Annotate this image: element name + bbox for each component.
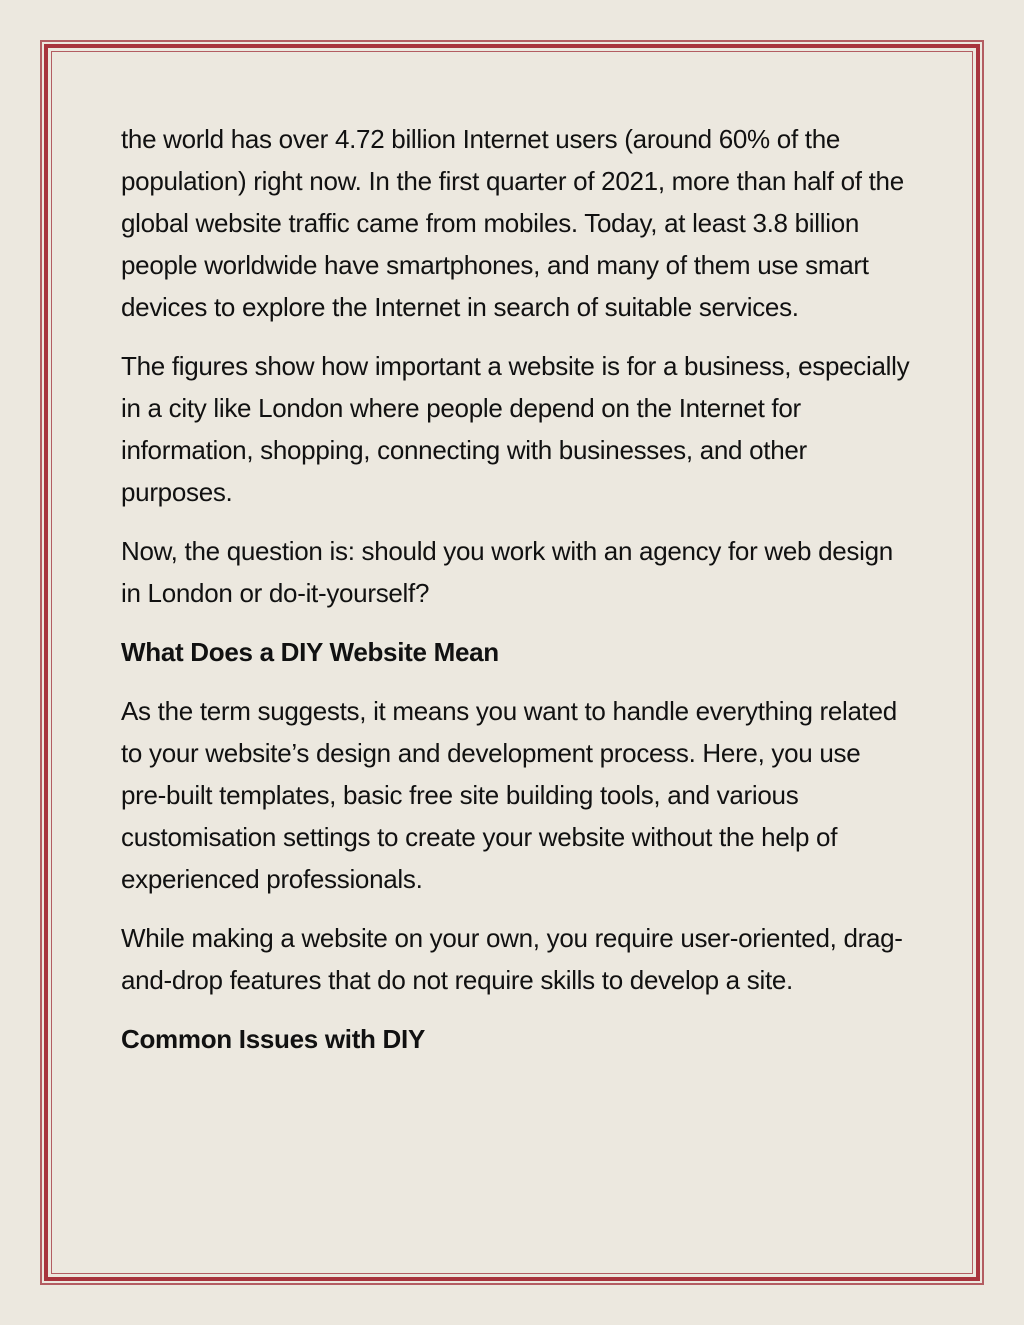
- paragraph-agency-question: Now, the question is: should you work with an agency for web design in London or do-it-yourself?: [121, 536, 893, 608]
- paragraph-diy-definition: As the term suggests, it means you want to handle everything related to your website’s design and development process. Here, you use pre-built templates, basic free site building tools, and various customisation settings to create your website without the help of experienced professionals.: [121, 696, 897, 894]
- heading-common-issues: Common Issues with DIY: [121, 1024, 426, 1054]
- paragraph-website-importance: The figures show how important a website is for a business, especially in a city like London where people depend on the Internet for information, shopping, connecting with businesses, and other purposes.: [121, 351, 910, 507]
- paragraph-internet-users: the world has over 4.72 billion Internet users (around 60% of the population) right now. In the first quarter of 2021, more than half of the global website traffic came from mobiles. Today, at least 3.8 billion people worldwide have smartphones, and many of them use smart devices to explore the Internet in search of suitable services.: [121, 124, 904, 322]
- document-body: [121, 118, 911, 1077]
- paragraph-diy-features: While making a website on your own, you require user-oriented, drag-and-drop features that do not require skills to develop a site.: [121, 923, 903, 995]
- heading-diy-website: What Does a DIY Website Mean: [121, 637, 499, 667]
